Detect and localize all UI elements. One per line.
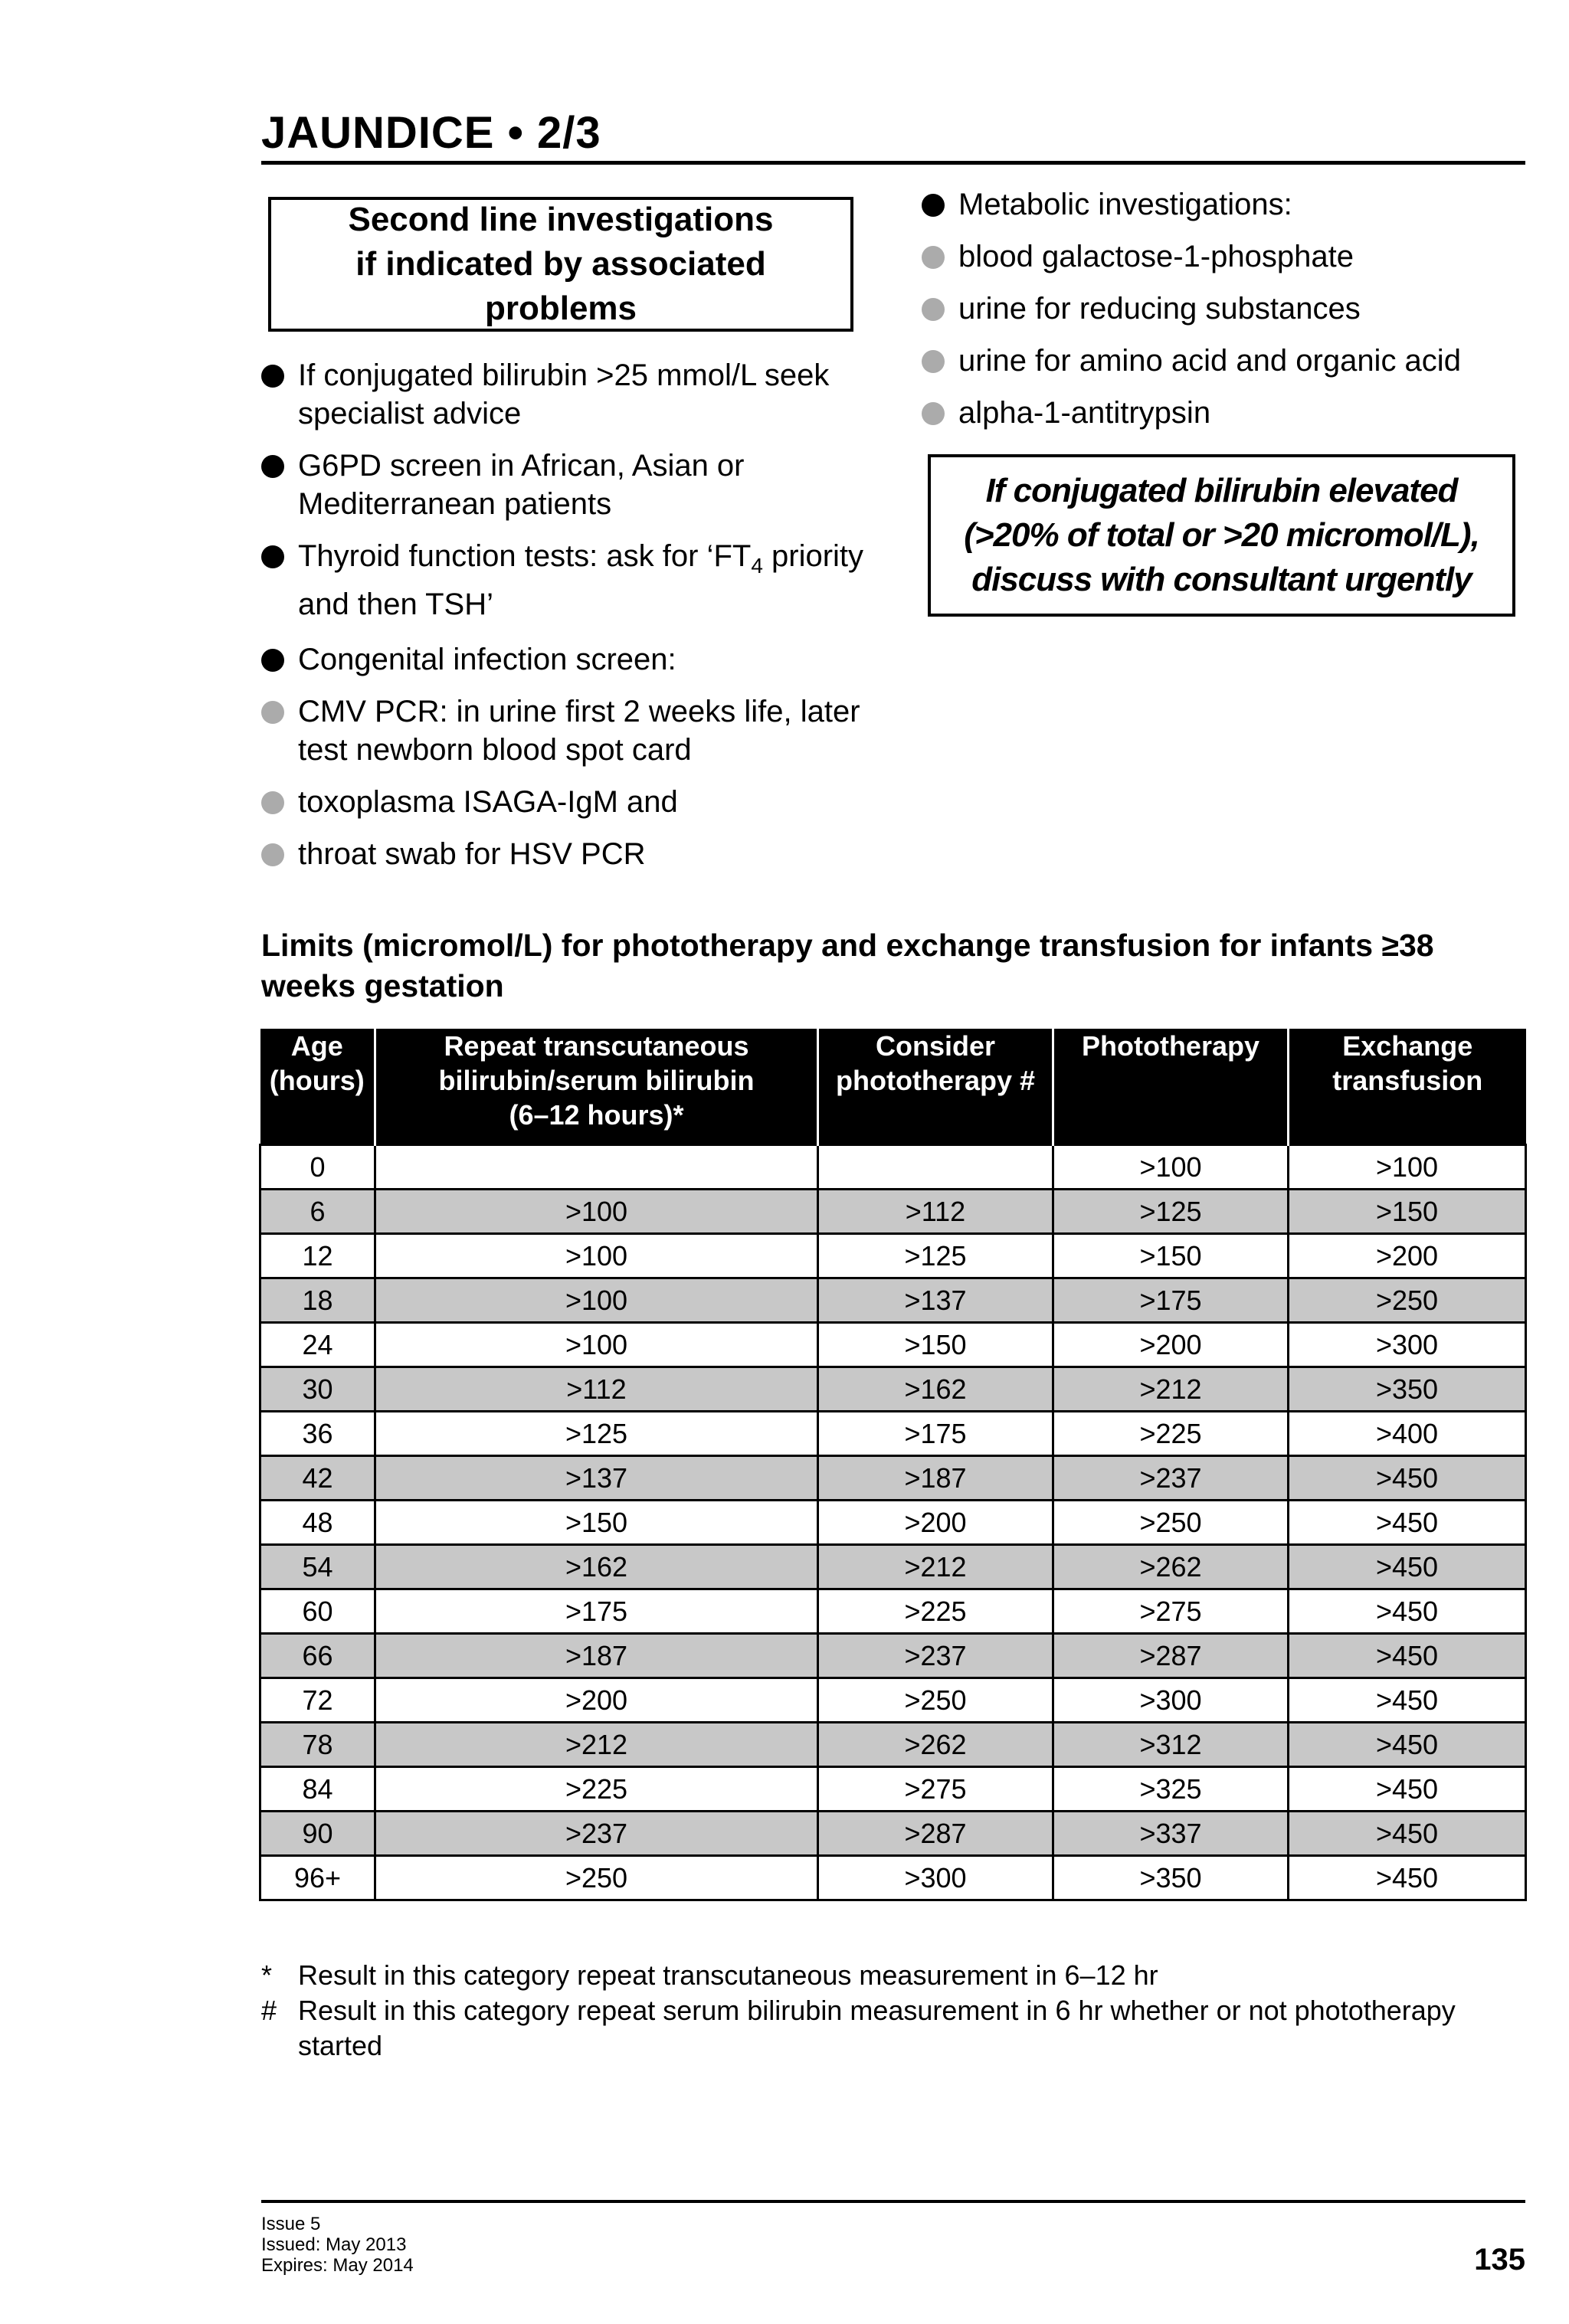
table-cell: >137 [375,1456,818,1501]
table-cell: >275 [818,1767,1053,1812]
header-line: Exchange [1342,1030,1473,1062]
table-cell: >150 [1053,1234,1289,1278]
table-cell: 42 [260,1456,375,1501]
table-cell: >400 [1289,1412,1526,1456]
table-cell: >262 [818,1723,1053,1767]
table-cell: >262 [1053,1545,1289,1589]
table-cell: 84 [260,1767,375,1812]
table-cell: >237 [818,1634,1053,1678]
table-title: Limits (micromol/L) for phototherapy and exchange transfusion for infants ≥38 weeks gestation [261,928,1434,1003]
table-cell: >200 [1053,1323,1289,1367]
footnote-text: Result in this category repeat transcutaneous measurement in 6–12 hr [298,1959,1158,1991]
table-cell: 60 [260,1589,375,1634]
table-cell: 90 [260,1812,375,1856]
table-cell: >225 [375,1767,818,1812]
table-row [260,1545,1526,1589]
footer-rule [261,2200,1525,2203]
table-cell: >200 [375,1678,818,1723]
table-cell: >450 [1289,1501,1526,1545]
table-cell: >287 [818,1812,1053,1856]
list-item [922,342,1535,380]
list-item-text: CMV PCR: in urine first 2 weeks life, later test newborn blood spot card [298,695,860,767]
table-cell: 12 [260,1234,375,1278]
table-cell: 0 [260,1145,375,1190]
table-cell: 72 [260,1678,375,1723]
table-row [260,1367,1526,1412]
list-item-text: G6PD screen in African, Asian or Mediterranean patients [298,449,745,521]
table-cell: >125 [1053,1190,1289,1234]
table-cell: >325 [1053,1767,1289,1812]
table-cell: >137 [818,1278,1053,1323]
header-line: Phototherapy [1081,1030,1259,1062]
table-cell: >212 [818,1545,1053,1589]
black-bullet-icon [261,649,284,672]
table-cell: >112 [375,1367,818,1412]
table-cell: 96+ [260,1856,375,1900]
list-item [922,290,1535,328]
table-cell: 78 [260,1723,375,1767]
list-item-text: If conjugated bilirubin >25 mmol/L seek specialist advice [298,358,830,430]
table-cell: 24 [260,1323,375,1367]
table-cell: >450 [1289,1545,1526,1589]
footnotes [261,1958,1525,2064]
column-header-repeat [375,1029,818,1145]
second-line-investigations-box [268,197,853,332]
table-cell: >162 [818,1367,1053,1412]
table-row [260,1190,1526,1234]
table-row [260,1501,1526,1545]
header-line: Consider [875,1030,996,1062]
table-cell: >250 [818,1678,1053,1723]
table-cell: >300 [1053,1678,1289,1723]
table-cell: >125 [818,1234,1053,1278]
table-cell [375,1145,818,1190]
footnote-text: Result in this category repeat serum bilirubin measurement in 6 hr whether or not phototherapy started [298,1995,1456,2061]
table-row [260,1589,1526,1634]
table-cell: >450 [1289,1767,1526,1812]
table-cell: 30 [260,1367,375,1412]
subscript: 4 [751,554,763,578]
list-item [261,356,866,433]
table-cell: >450 [1289,1589,1526,1634]
header-line: phototherapy # [835,1065,1035,1096]
table-cell: >200 [1289,1234,1526,1278]
warning-line: (>20% of total or >20 micromol/L), [964,516,1479,554]
list-item [261,692,866,769]
title-rule [261,161,1525,165]
urgent-warning-box [928,454,1515,617]
warning-line: discuss with consultant urgently [971,561,1472,598]
column-header-phototherapy [1053,1029,1289,1145]
list-item-text: urine for amino acid and organic acid [958,344,1461,378]
table-row [260,1812,1526,1856]
grey-bullet-icon [922,246,945,269]
list-item [261,640,866,679]
issue-number: Issue 5 [261,2214,321,2234]
list-item [261,783,866,821]
table-cell: >100 [375,1190,818,1234]
list-item [922,237,1535,276]
table-cell: >300 [1289,1323,1526,1367]
header-line: (hours) [269,1065,365,1096]
list-item-text: toxoplasma ISAGA-IgM and [298,785,678,819]
table-cell: >150 [818,1323,1053,1367]
table-row [260,1412,1526,1456]
table-row [260,1634,1526,1678]
box-heading-line: if indicated by associated [355,245,766,283]
table-cell: >275 [1053,1589,1289,1634]
table-cell: >450 [1289,1723,1526,1767]
table-cell: >250 [1053,1501,1289,1545]
page-number: 135 [1474,2243,1525,2277]
table-cell: >100 [1289,1145,1526,1190]
table-cell: 6 [260,1190,375,1234]
grey-bullet-icon [261,701,284,724]
table-cell: >337 [1053,1812,1289,1856]
table-cell [818,1145,1053,1190]
footnote-symbol: # [261,1995,277,2026]
table-cell: >187 [375,1634,818,1678]
table-cell: >225 [1053,1412,1289,1456]
table-cell: >250 [1289,1278,1526,1323]
table-cell: >450 [1289,1456,1526,1501]
table-cell: >225 [818,1589,1053,1634]
table-cell: >187 [818,1456,1053,1501]
list-item-text: Congenital infection screen: [298,643,676,676]
table-cell: >112 [818,1190,1053,1234]
table-cell: >450 [1289,1812,1526,1856]
list-item [922,394,1535,432]
black-bullet-icon [261,545,284,568]
table-cell: >212 [1053,1367,1289,1412]
table-cell: >175 [1053,1278,1289,1323]
table-cell: >100 [375,1278,818,1323]
phototherapy-limits-table [259,1029,1527,1901]
table-row [260,1323,1526,1367]
column-header-exchange [1289,1029,1526,1145]
black-bullet-icon [261,455,284,478]
grey-bullet-icon [261,843,284,866]
grey-bullet-icon [922,350,945,373]
table-cell: >237 [1053,1456,1289,1501]
table-cell: >162 [375,1545,818,1589]
box-heading-line: Second line investigations [348,201,774,238]
table-cell: 48 [260,1501,375,1545]
list-item [922,185,1535,224]
table-cell: >212 [375,1723,818,1767]
table-cell: >350 [1289,1367,1526,1412]
table-cell: >150 [1289,1190,1526,1234]
table-cell: >200 [818,1501,1053,1545]
header-line: Repeat transcutaneous [444,1030,749,1062]
header-line: (6–12 hours)* [509,1099,684,1131]
table-cell: >175 [375,1589,818,1634]
table-cell: >100 [375,1234,818,1278]
table-row [260,1145,1526,1190]
table-row [260,1278,1526,1323]
issued-date: Issued: May 2013 [261,2234,407,2255]
grey-bullet-icon [922,402,945,425]
warning-line: If conjugated bilirubin elevated [985,472,1458,509]
black-bullet-icon [922,194,945,217]
investigations-list [261,356,866,887]
table-cell: >100 [375,1323,818,1367]
grey-bullet-icon [922,298,945,321]
table-cell: >175 [818,1412,1053,1456]
footnote-symbol: * [261,1959,273,1991]
grey-bullet-icon [261,791,284,814]
black-bullet-icon [261,365,284,388]
column-header-consider [818,1029,1053,1145]
expiry-date: Expires: May 2014 [261,2255,414,2276]
header-line: transfusion [1332,1065,1483,1096]
column-header-age [260,1029,375,1145]
list-item-text: throat swab for HSV PCR [298,837,646,871]
table-cell: >300 [818,1856,1053,1900]
table-cell: >125 [375,1412,818,1456]
list-item [261,447,866,523]
table-cell: 18 [260,1278,375,1323]
footnote [261,1993,1525,2064]
table-row [260,1723,1526,1767]
table-cell: >450 [1289,1678,1526,1723]
table-body [260,1145,1526,1900]
list-item-text: priority and then TSH’ [298,539,864,621]
table-cell: 66 [260,1634,375,1678]
list-item-text: Metabolic investigations: [958,188,1292,221]
table-row [260,1456,1526,1501]
table-cell: >312 [1053,1723,1289,1767]
table-row [260,1767,1526,1812]
list-item-text: alpha-1-antitrypsin [958,396,1211,430]
table-cell: >250 [375,1856,818,1900]
table-row [260,1234,1526,1278]
list-item-text: blood galactose-1-phosphate [958,240,1354,273]
table-cell: >287 [1053,1634,1289,1678]
footnote [261,1958,1525,1993]
document-footer [261,2214,414,2276]
table-cell: >150 [375,1501,818,1545]
list-item [261,537,866,624]
list-item [261,835,866,873]
table-cell: >450 [1289,1634,1526,1678]
table-cell: >100 [1053,1145,1289,1190]
list-item-text: urine for reducing substances [958,292,1361,326]
metabolic-investigations-list [922,185,1535,446]
table-cell: >350 [1053,1856,1289,1900]
table-cell: 36 [260,1412,375,1456]
page-title: JAUNDICE • 2/3 [261,108,601,158]
table-row [260,1678,1526,1723]
header-line: Age [290,1030,343,1062]
header-line: bilirubin/serum bilirubin [438,1065,755,1096]
table-cell: >450 [1289,1856,1526,1900]
table-header-row [260,1029,1526,1145]
table-cell: >237 [375,1812,818,1856]
list-item-text: Thyroid function tests: ask for ‘FT [298,539,752,573]
table-row [260,1856,1526,1900]
table-cell: 54 [260,1545,375,1589]
box-heading-line: problems [484,290,637,327]
